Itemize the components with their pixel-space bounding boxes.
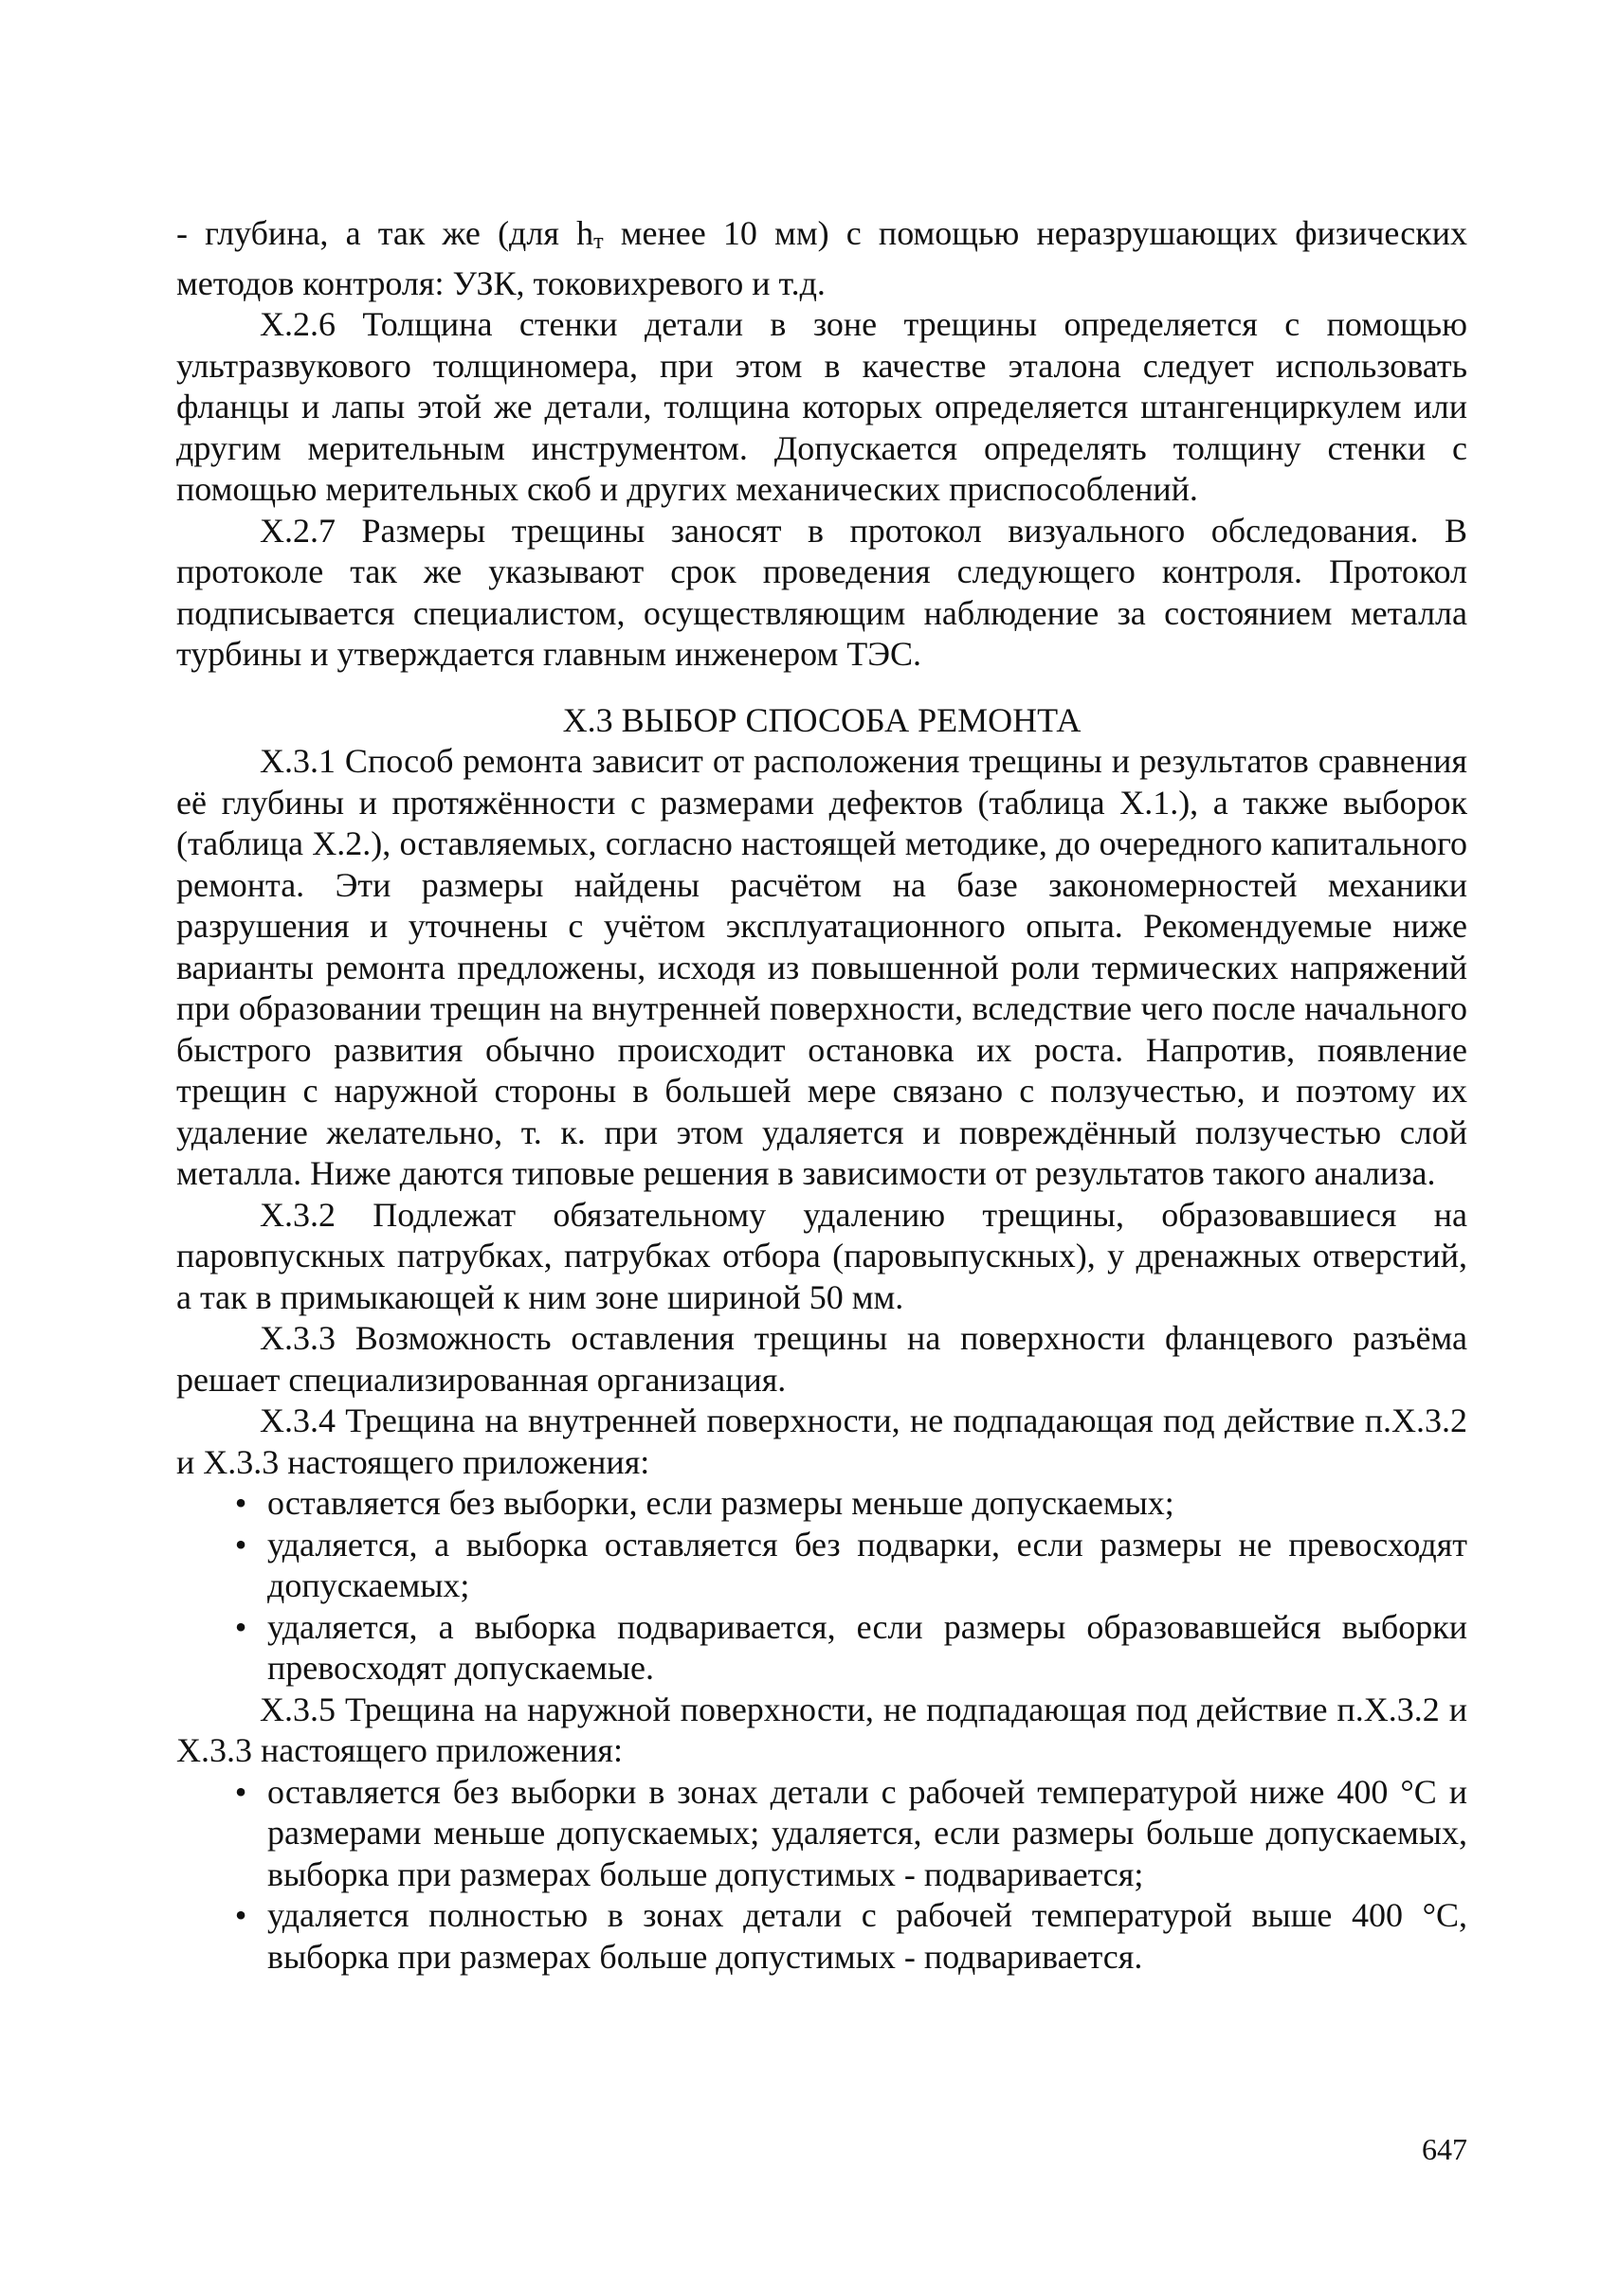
bullet-list-x-3-5 — [176, 1772, 1467, 1979]
list-item-text: оставляется без выборки в зонах детали с рабочей температурой ниже 400 °С и размерами меньше допускаемых; удаляется, если размеры больше допускаемых, выборка при размерах больше допустимых - подваривается; — [267, 1772, 1467, 1893]
list-item — [176, 1607, 1467, 1690]
list-item-text: удаляется, а выборка оставляется без подварки, если размеры не превосходят допускаемых; — [267, 1525, 1467, 1604]
bullet-icon: • — [234, 1525, 247, 1564]
list-item — [176, 1772, 1467, 1896]
paragraph-x-3-2: X.3.2 Подлежат обязательному удалению трещины, образовавшиеся на паровпускных патрубках, патрубках отбора (паровыпускных), у дренажных отверстий, а так в примыкающей к ним зоне шириной 50 мм. — [176, 1195, 1467, 1316]
subscript: т — [593, 229, 604, 254]
lead-text-end: менее 10 мм) с помощью неразрушающих физических методов контроля: УЗК, токовихревого и т.д. — [176, 214, 1467, 302]
list-item-text: удаляется, а выборка подваривается, если размеры образовавшейся выборки превосходят допускаемые. — [267, 1607, 1467, 1687]
paragraph-x-2-6: X.2.6 Толщина стенки детали в зоне трещины определяется с помощью ультразвукового толщиномера, при этом в качестве эталона следует использовать фланцы и лапы этой же детали, толщина которых определяется штангенциркулем или другим мерительным инструментом. Допускается определять толщину стенки с помощью мерительных скоб и других механических приспособлений. — [176, 305, 1467, 508]
paragraph-x-3-4: X.3.4 Трещина на внутренней поверхности, не подпадающая под действие п.X.3.2 и X.3.3 настоящего приложения: — [176, 1401, 1467, 1481]
list-item-text: оставляется без выборки, если размеры меньше допускаемых; — [267, 1484, 1174, 1522]
lead-text-start: - глубина, а так же (для h — [176, 214, 594, 252]
paragraph-x-3-3: X.3.3 Возможность оставления трещины на поверхности фланцевого разъёма решает специализированная организация. — [176, 1319, 1467, 1399]
bullet-list-x-3-4 — [176, 1483, 1467, 1690]
bullet-icon: • — [234, 1896, 247, 1934]
paragraph-x-3-5: X.3.5 Трещина на наружной поверхности, не подпадающая под действие п.X.3.2 и X.3.3 настоящего приложения: — [176, 1690, 1467, 1769]
paragraph-x-2-7: X.2.7 Размеры трещины заносят в протокол визуального обследования. В протоколе так же указывают срок проведения следующего контроля. Протокол подписывается специалистом, осуществляющим наблюдение за состоянием металла турбины и утверждается главным инженером ТЭС. — [176, 511, 1467, 673]
page-number: 647 — [1422, 2132, 1467, 2166]
list-item-text: удаляется полностью в зонах детали с рабочей температурой выше 400 °С, выборка при размерах больше допустимых - подваривается. — [267, 1896, 1467, 1976]
bullet-icon: • — [234, 1607, 247, 1646]
body-text — [176, 213, 1467, 1978]
bullet-icon: • — [234, 1772, 247, 1811]
list-item — [176, 1525, 1467, 1607]
paragraph-x-3-1: X.3.1 Способ ремонта зависит от расположения трещины и результатов сравнения её глубины и протяжённости с размерами дефектов (таблица X.1.), а также выборок (таблица X.2.), оставляемых, согласно настоящей методике, до очередного капитального ремонта. Эти размеры найдены расчётом на базе закономерностей механики разрушения и уточнены с учётом эксплуатационного опыта. Рекомендуемые ниже варианты ремонта предложены, исходя из повышенной роли термических напряжений при образовании трещин на внутренней поверхности, вследствие чего после начального быстрого развития обычно происходит остановка их роста. Напротив, появление трещин с наружной стороны в большей мере связано с ползучестью, и поэтому их удаление желательно, т. к. при этом удаляется и повреждённый ползучестью слой металла. Ниже даются типовые решения в зависимости от результатов такого анализа. — [176, 742, 1467, 1192]
lead-paragraph — [176, 213, 1467, 304]
list-item — [176, 1895, 1467, 1978]
bullet-icon: • — [234, 1484, 247, 1522]
list-item — [176, 1483, 1467, 1525]
section-heading: X.3 ВЫБОР СПОСОБА РЕМОНТА — [562, 700, 1082, 739]
